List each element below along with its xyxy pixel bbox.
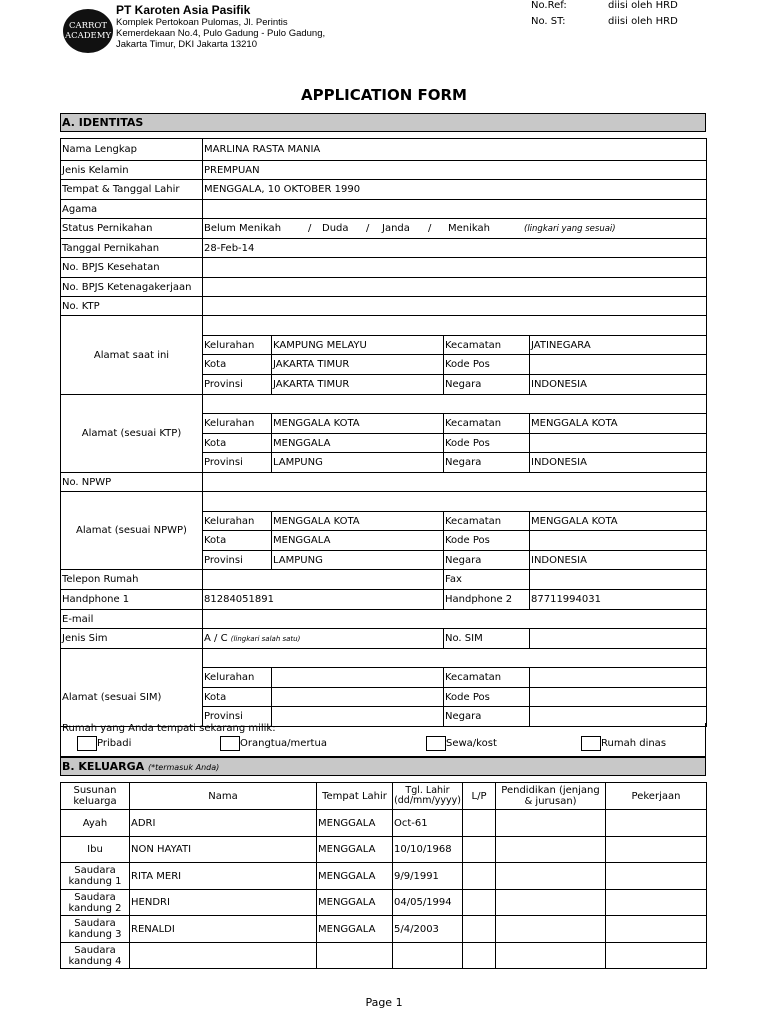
rumah-option-orangtua[interactable] [220,736,327,751]
addr-label: Kota [203,531,272,551]
addr-label: Kecamatan [444,414,530,434]
addr-value[interactable]: INDONESIA [530,453,707,473]
addr-value[interactable] [272,668,444,688]
blank-cell [203,649,707,668]
rumah-option-label: Rumah dinas [601,738,667,749]
cell-name[interactable]: HENDRI [130,890,317,916]
addr-value[interactable]: INDONESIA [530,375,707,395]
ref-value: diisi oleh HRD [608,0,678,11]
cell-relation: Ibu [61,837,130,863]
cell-job[interactable] [606,837,707,863]
label-no-sim: No. SIM [444,629,530,649]
addr-label: Negara [444,551,530,570]
section-b-title: B. KELUARGA [62,760,145,773]
label-tanggal-nikah: Tanggal Pernikahan [61,239,203,258]
cell-job[interactable] [606,943,707,969]
addr-value[interactable]: LAMPUNG [272,551,444,570]
st-label: No. ST: [531,16,566,27]
ref-label: No.Ref: [531,0,567,11]
st-value: diisi oleh HRD [608,16,678,27]
addr-label: Provinsi [203,453,272,473]
status-option[interactable]: Menikah [448,223,490,234]
addr-value[interactable]: KAMPUNG MELAYU [272,336,444,355]
label-fax: Fax [444,570,530,590]
status-sep: / [366,223,370,234]
cell-relation: Ayah [61,810,130,837]
rumah-option-pribadi[interactable] [77,736,131,751]
cell-education[interactable] [496,863,606,890]
addr-value[interactable]: MENGGALA [272,434,444,453]
addr-value[interactable]: LAMPUNG [272,453,444,473]
value-jenis-sim[interactable] [203,629,444,649]
table-row [61,916,707,943]
value-telepon[interactable] [203,570,444,590]
col-header: Tempat Lahir [317,783,393,810]
addr-value[interactable]: MENGGALA KOTA [530,512,707,531]
addr-label: Kecamatan [444,336,530,355]
label-hp2: Handphone 2 [444,590,530,610]
sim-value: A / C [204,633,228,644]
rumah-option-label: Sewa/kost [446,738,497,749]
blank-cell [203,395,707,414]
checkbox-icon[interactable] [77,736,97,751]
addr-value[interactable]: MENGGALA [272,531,444,551]
label-jenis-kelamin: Jenis Kelamin [61,161,203,180]
value-bpjs-tk[interactable] [203,278,707,297]
value-tanggal-nikah[interactable]: 28-Feb-14 [203,239,707,258]
blank-cell [203,316,707,336]
cell-name[interactable]: RITA MERI [130,863,317,890]
addr-value[interactable]: JATINEGARA [530,336,707,355]
value-status[interactable] [203,219,707,239]
status-option[interactable]: Duda [322,223,349,234]
cell-education[interactable] [496,837,606,863]
label-telepon: Telepon Rumah [61,570,203,590]
table-row [61,810,707,837]
table-row [61,943,707,969]
label-nama: Nama Lengkap [61,139,203,161]
cell-gender[interactable] [463,837,496,863]
addr-label: Kelurahan [203,336,272,355]
label-status: Status Pernikahan [61,219,203,239]
blank-cell [203,492,707,512]
addr-label: Kelurahan [203,512,272,531]
value-npwp[interactable] [203,473,707,492]
col-header: L/P [463,783,496,810]
addr-label: Kecamatan [444,512,530,531]
label-alamat-ini: Alamat saat ini [61,316,203,395]
addr-label: Kecamatan [444,668,530,688]
col-header: Susunan keluarga [61,783,130,810]
page-number: Page 1 [365,996,403,1009]
cell-relation: Saudara kandung 3 [61,916,130,943]
addr-label: Provinsi [203,707,272,727]
company-name: PT Karoten Asia Pasifik [116,3,251,17]
addr-label: Kode Pos [444,355,530,375]
value-jenis-kelamin[interactable]: PREMPUAN [203,161,707,180]
cell-education[interactable] [496,943,606,969]
addr-label: Kode Pos [444,531,530,551]
addr-label: Negara [444,707,530,727]
keluarga-table [60,782,707,969]
section-b-note: (*termasuk Anda) [148,763,220,772]
cell-birthplace[interactable]: MENGGALA [317,837,393,863]
rumah-section [60,723,706,757]
status-option[interactable]: Belum Menikah [204,223,282,234]
cell-gender[interactable] [463,810,496,837]
cell-birthdate[interactable]: 5/4/2003 [393,916,463,943]
cell-job[interactable] [606,890,707,916]
addr-label: Provinsi [203,375,272,395]
cell-birthdate[interactable]: 9/9/1991 [393,863,463,890]
addr-value[interactable] [530,688,707,707]
addr-value[interactable] [530,668,707,688]
status-sep: / [428,223,432,234]
value-no-sim[interactable] [530,629,707,649]
value-ktp[interactable] [203,297,707,316]
addr-value[interactable]: MENGGALA KOTA [272,414,444,434]
cell-birthdate[interactable]: 04/05/1994 [393,890,463,916]
rumah-option-label: Pribadi [97,738,132,749]
cell-gender[interactable] [463,863,496,890]
cell-name[interactable]: RENALDI [130,916,317,943]
addr-label: Kota [203,434,272,453]
rumah-option-sewa[interactable] [426,736,497,751]
checkbox-icon[interactable] [581,736,601,751]
table-row [61,890,707,916]
addr-value[interactable]: JAKARTA TIMUR [272,375,444,395]
addr-label: Kota [203,688,272,707]
form-title: APPLICATION FORM [300,86,467,104]
col-header: Pendidikan (jenjang & jurusan) [496,783,606,810]
addr-value[interactable]: INDONESIA [530,551,707,570]
addr-value[interactable]: MENGGALA KOTA [530,414,707,434]
label-email: E-mail [61,610,203,629]
section-a-header [60,113,706,132]
col-header: Pekerjaan [606,783,707,810]
cell-birthdate[interactable]: Oct-61 [393,810,463,837]
cell-name[interactable]: NON HAYATI [130,837,317,863]
value-email[interactable] [203,610,707,629]
cell-gender[interactable] [463,890,496,916]
col-header: Nama [130,783,317,810]
cell-gender[interactable] [463,916,496,943]
cell-relation: Saudara kandung 4 [61,943,130,969]
col-header: Tgl. Lahir (dd/mm/yyyy) [393,783,463,810]
cell-birthdate[interactable]: 10/10/1968 [393,837,463,863]
section-a-title: A. IDENTITAS [62,116,144,129]
addr-label: Negara [444,453,530,473]
address-line: Kemerdekaan No.4, Pulo Gadung - Pulo Gadung, [116,28,326,39]
addr-label: Kota [203,355,272,375]
cell-job[interactable] [606,863,707,890]
company-logo: CARROT ACADEMY [63,9,113,53]
label-ktp: No. KTP [61,297,203,316]
company-address [116,17,346,50]
value-ttl[interactable]: MENGGALA, 10 OKTOBER 1990 [203,180,707,200]
label-npwp: No. NPWP [61,473,203,492]
cell-relation: Saudara kandung 2 [61,890,130,916]
cell-name[interactable]: ADRI [130,810,317,837]
cell-education[interactable] [496,890,606,916]
addr-value[interactable]: JAKARTA TIMUR [272,355,444,375]
section-b-header [60,757,706,776]
address-line: Komplek Pertokoan Pulomas, Jl. Perintis [116,17,288,28]
label-alamat-sim: Alamat (sesuai SIM) [61,649,203,727]
cell-job[interactable] [606,810,707,837]
label-hp1: Handphone 1 [61,590,203,610]
label-alamat-ktp: Alamat (sesuai KTP) [61,395,203,473]
cell-name[interactable] [130,943,317,969]
status-note: (lingkari yang sesuai) [524,224,616,234]
checkbox-icon[interactable] [220,736,240,751]
cell-birthplace[interactable]: MENGGALA [317,916,393,943]
addr-label: Kelurahan [203,414,272,434]
value-hp2[interactable]: 87711994031 [530,590,707,610]
addr-value[interactable]: MENGGALA KOTA [272,512,444,531]
value-fax[interactable] [530,570,707,590]
addr-label: Kelurahan [203,668,272,688]
cell-birthplace[interactable]: MENGGALA [317,810,393,837]
label-agama: Agama [61,200,203,219]
label-jenis-sim: Jenis Sim [61,629,203,649]
value-hp1[interactable]: 81284051891 [203,590,444,610]
label-ttl: Tempat & Tanggal Lahir [61,180,203,200]
rumah-option-label: Orangtua/mertua [240,738,327,749]
status-option[interactable]: Janda [382,223,410,234]
rumah-label: Rumah yang Anda tempati sekarang milik: [62,723,276,734]
cell-birthdate[interactable] [393,943,463,969]
rumah-option-dinas[interactable] [581,736,666,751]
addr-value[interactable] [530,355,707,375]
cell-education[interactable] [496,810,606,837]
cell-birthplace[interactable] [317,943,393,969]
addr-value[interactable] [530,531,707,551]
table-row [61,837,707,863]
cell-education[interactable] [496,916,606,943]
table-row [61,863,707,890]
checkbox-icon[interactable] [426,736,446,751]
addr-value[interactable] [272,688,444,707]
addr-value[interactable] [530,434,707,453]
cell-job[interactable] [606,916,707,943]
value-nama[interactable]: MARLINA RASTA MANIA [203,139,707,161]
cell-birthplace[interactable]: MENGGALA [317,863,393,890]
addr-label: Negara [444,375,530,395]
cell-relation: Saudara kandung 1 [61,863,130,890]
sim-note: (lingkari salah satu) [230,635,301,643]
address-line: Jakarta Timur, DKI Jakarta 13210 [116,39,257,50]
addr-label: Kode Pos [444,688,530,707]
value-agama[interactable] [203,200,707,219]
label-bpjs-tk: No. BPJS Ketenagakerjaan [61,278,203,297]
addr-label: Provinsi [203,551,272,570]
cell-birthplace[interactable]: MENGGALA [317,890,393,916]
value-bpjs-kesehatan[interactable] [203,258,707,278]
label-bpjs-kesehatan: No. BPJS Kesehatan [61,258,203,278]
label-alamat-npwp: Alamat (sesuai NPWP) [61,492,203,570]
cell-gender[interactable] [463,943,496,969]
addr-label: Kode Pos [444,434,530,453]
identitas-table [60,138,707,727]
status-sep: / [308,223,312,234]
